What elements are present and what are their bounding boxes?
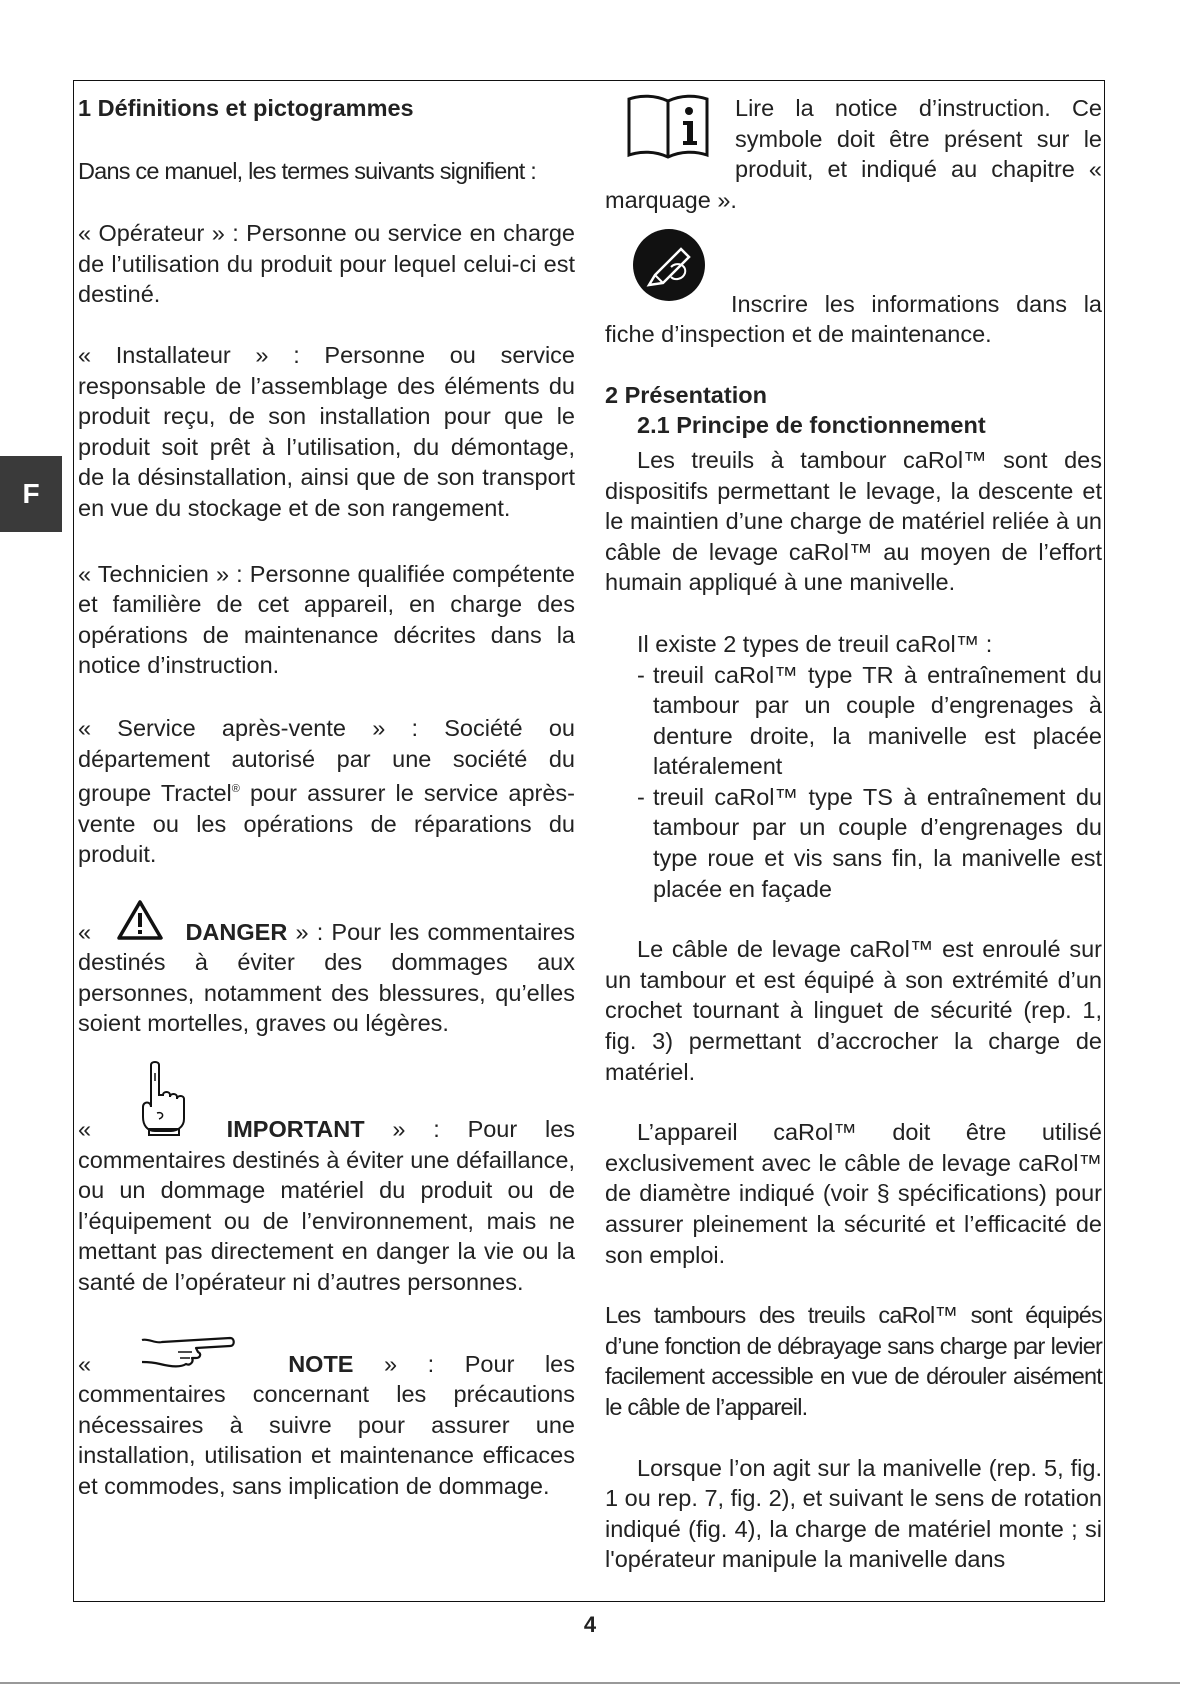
note-definition — [78, 1330, 575, 1502]
inscribe-block — [605, 227, 1102, 349]
page-number: 4 — [583, 1612, 597, 1637]
type-ts: treuil caRol™ type TS à entraînement du tambour par un couple d’engrenages du type roue et vis sans fin, la manivelle est placée en façade — [653, 783, 1102, 902]
list-item: - treuil caRol™ type TS à entraînement du tambour par un couple d’engrenages du type roue et vis sans fin, la manivelle est placée en façade — [637, 782, 1102, 904]
type-tr: treuil caRol™ type TR à entraînement du tambour par un couple d’engrenages à denture droite, la manivelle est placée latéralement — [653, 661, 1102, 780]
important-text: » : Pour les commentaires destinés à éviter une défaillance, ou un dommage matériel du produit ou de l’équipement ou de l’environnement, mais ne mettant pas directement en danger la vie ou la santé de l’opérateur ni d’autres personnes. — [78, 1116, 576, 1296]
bottom-rule — [0, 1682, 1180, 1684]
write-inspection-icon — [631, 227, 707, 311]
quote-open: « — [78, 1350, 92, 1377]
definition-sav — [78, 713, 575, 870]
cable-paragraph: Le câble de levage caRol™ est enroulé sur un tambour et est équipé à son extrémité d’un crochet tournant à linguet de sécurité (rep. 1, fig. 3) permettant d’accrocher la charge de matériel. — [605, 936, 1102, 1085]
right-column — [605, 81, 1102, 1575]
note-label: NOTE — [288, 1350, 354, 1377]
page-frame — [73, 80, 1105, 1602]
pointing-finger-icon — [140, 1330, 236, 1380]
read-notice-block — [605, 93, 1102, 215]
sav-text-end: pour assurer le service après-vente ou les opérations de réparations du produit. — [78, 779, 575, 868]
read-notice-text — [605, 93, 1102, 215]
usage-paragraph: L’appareil caRol™ doit être utilisé exclusivement avec le câble de levage caRol™ de diamètre indiqué (voir § spécifications) pour assurer pleinement la sécurité et l’efficacité de son emploi. — [605, 1119, 1102, 1268]
important-label: IMPORTANT — [226, 1116, 365, 1143]
intro-paragraph: Dans ce manuel, les termes suivants signifient : — [78, 157, 536, 184]
section-2-title: 2 Présentation — [605, 381, 767, 408]
definition-installateur: « Installateur » : Personne ou service responsable de l’assemblage des éléments du produit reçu, de son installation pour que le produit soit prêt à l’utilisation, du démontage, de la désinstallation, ainsi que de son transport en vue du stockage et de son rangement. — [78, 341, 575, 521]
danger-text: » : Pour les commentaires destinés à éviter des dommages aux personnes, notamment des blessures, qu’elles soient mortelles, graves ou légères. — [78, 918, 576, 1037]
quote-open: « — [78, 918, 92, 945]
inscribe-label: Inscrire les informations dans la fiche d’inspection et de maintenance. — [605, 290, 1102, 348]
section-1-title: 1 Définitions et pictogrammes — [78, 95, 414, 121]
left-column — [78, 81, 575, 1502]
language-tab — [0, 456, 62, 532]
definition-technicien: « Technicien » : Personne qualifiée compétente et familière de cet appareil, en charge des opérations de maintenance décrites dans la notice d’instruction. — [78, 560, 575, 679]
important-definition — [78, 1061, 575, 1298]
read-manual-icon — [625, 93, 711, 167]
types-intro: Il existe 2 types de treuil caRol™ : — [637, 630, 993, 657]
registered-mark: ® — [231, 783, 240, 796]
note-text: » : Pour les commentaires concernant les précautions nécessaires à suivre pour assurer une installation, utilisation et maintenance efficaces et commodes, sans implication de dommage. — [78, 1350, 575, 1500]
pointing-hand-icon — [137, 1061, 187, 1145]
language-tab-label: F — [22, 478, 40, 509]
section-2-1-title: 2.1 Principe de fonctionnement — [637, 412, 986, 439]
read-notice-label: Lire la notice d’instruction. Ce symbole doit être présent sur le produit, et indiqué au chapitre « marquage ». — [605, 95, 1102, 213]
danger-label: DANGER — [185, 918, 288, 945]
danger-definition — [78, 900, 575, 1039]
drum-paragraph: Les tambours des treuils caRol™ sont équipés d’une fonction de débrayage sans charge par levier facilement accessible en vue de dérouler aisément le câble de l’appareil. — [605, 1302, 1102, 1420]
sav-text: « Service après-vente » : Société ou département autorisé par une société du groupe Tractel — [78, 714, 575, 806]
principle-paragraph: Les treuils à tambour caRol™ sont des dispositifs permettant le levage, la descente et le maintien d’une charge de matériel reliée à un câble de levage caRol™ au moyen de l’effort humain appliqué à une manivelle. — [605, 446, 1102, 596]
definition-operateur: « Opérateur » : Personne ou service en charge de l’utilisation du produit pour lequel celui-ci est destiné. — [78, 220, 575, 308]
warning-triangle-icon — [117, 900, 163, 948]
quote-open: « — [78, 1116, 92, 1143]
list-item: - treuil caRol™ type TR à entraînement du tambour par un couple d’engrenages à denture droite, la manivelle est placée latéralement — [637, 660, 1102, 782]
types-list — [637, 660, 1102, 905]
crank-paragraph: Lorsque l’on agit sur la manivelle (rep. 5, fig. 1 ou rep. 7, fig. 2), et suivant le sens de rotation indiqué (fig. 4), la charge de matériel monte ; si l'opérateur manipule la manivelle dans — [605, 1454, 1102, 1573]
